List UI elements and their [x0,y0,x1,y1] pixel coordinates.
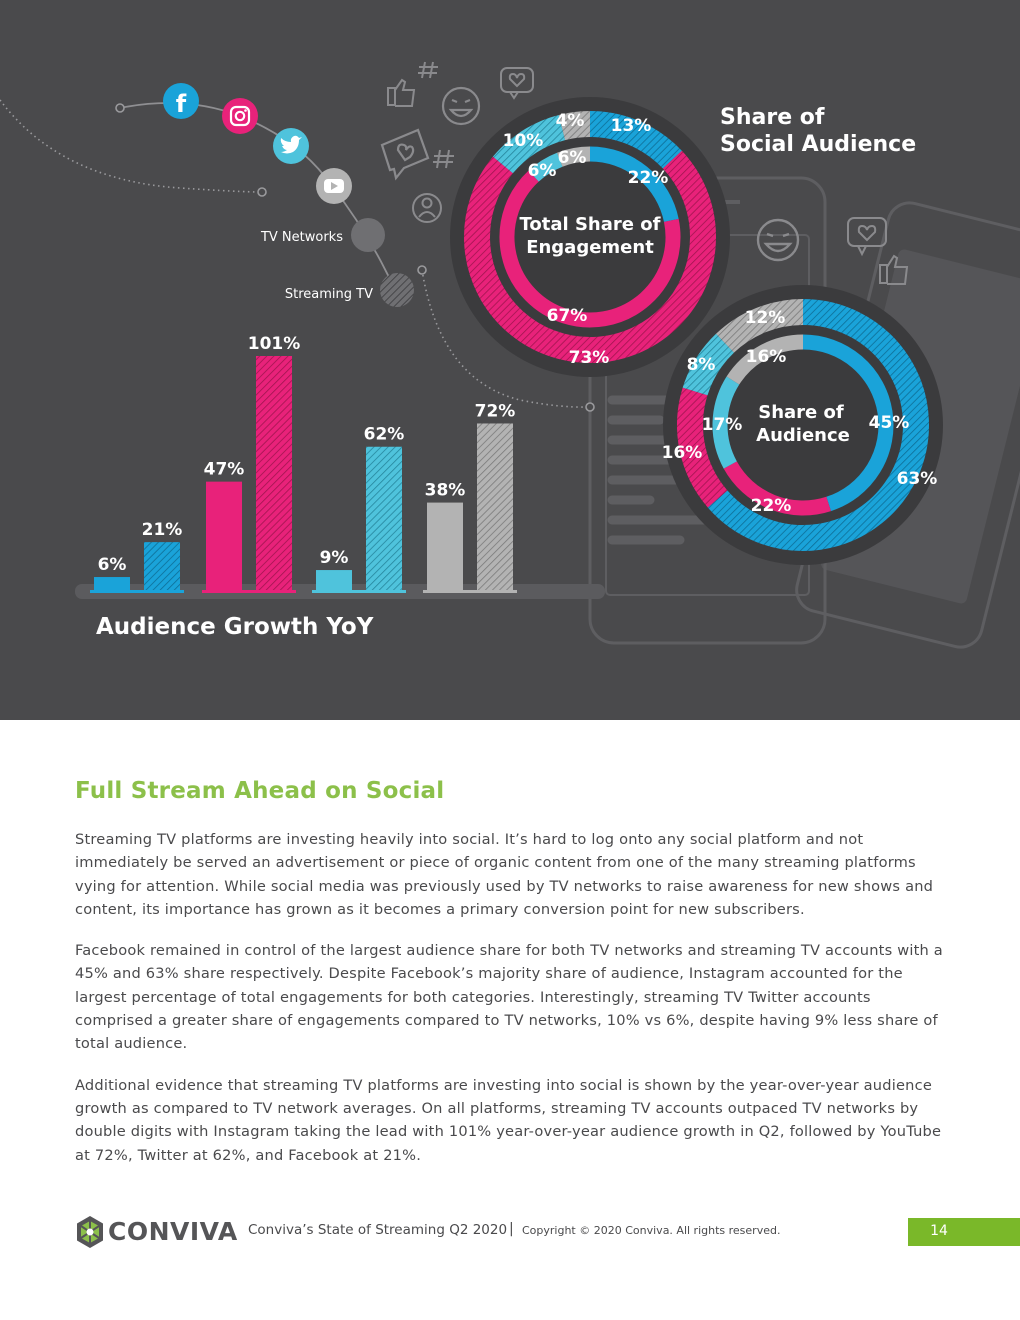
facebook-icon [163,83,199,119]
line-node [418,266,426,274]
bar-group-underline-facebook [90,590,184,593]
bar-label-facebook-tv-networks: 6% [97,555,127,576]
audience-inner-instagram: 22% [750,496,792,516]
audience-inner-twitter: 17% [701,415,743,435]
engagement-inner-facebook: 22% [627,168,669,188]
tv-networks-swatch [351,218,385,252]
footer-copyright: Copyright © 2020 Conviva. All rights reserved. [522,1224,781,1237]
bar-label-facebook-streaming-tv: 21% [141,520,183,541]
bar-group-underline-youtube [423,590,517,593]
article-heading: Full Stream Ahead on Social [75,778,445,804]
bar-facebook-streaming-tv [144,542,180,591]
bar-instagram-tv-networks [206,482,242,591]
engagement-outer-instagram: 73% [568,348,610,368]
line-node [116,104,124,112]
bar-instagram-streaming-tv [256,356,292,591]
bar-label-instagram-tv-networks: 47% [203,459,245,480]
legend-tv-networks: TV Networks [260,230,343,245]
bar-twitter-tv-networks [316,570,352,591]
engagement-inner-youtube: 6% [557,148,587,168]
bar-label-youtube-tv-networks: 38% [424,480,466,501]
engagement-outer-facebook: 13% [610,116,652,136]
audience-outer-instagram: 16% [661,443,703,463]
bar-label-youtube-streaming-tv: 72% [474,401,516,422]
logo-wordmark: CONVIVA [108,1217,238,1246]
heart-bubble-icon [501,68,533,98]
audience-inner-facebook: 45% [868,413,910,433]
user-icon [413,194,441,222]
article-paragraph: Facebook remained in control of the largest audience share for both TV networks and streaming TV accounts with a 45% and 63% share respectively. Despite Facebook’s majority share of audience, Instagram accounted for the largest percentage of total engagements for both categories. Interestingly, streaming TV Twitter accounts comprised a greater share of engagements compared to TV networks, 10% vs 6%, despite having 9% less share of total audience. [75,942,943,1053]
share-title-line1: Share of [720,105,825,130]
bar-chart [90,334,517,593]
audience-outer-youtube: 12% [744,308,786,328]
hashtag-icon [418,62,438,78]
bar-chart-title: Audience Growth YoY [96,614,374,640]
youtube-icon [316,168,352,204]
bar-youtube-tv-networks [427,503,463,591]
legend-line [120,103,395,290]
line-node [586,403,594,411]
streaming-tv-swatch [380,273,414,307]
audience-center-line1: Share of [758,402,844,423]
page-number-badge [908,1218,1020,1246]
legend-streaming-tv: Streaming TV [284,287,373,302]
line-node [258,188,266,196]
audience-center-line2: Audience [756,425,850,446]
svg-text:f: f [175,90,187,118]
footer-report-title: Conviva’s State of Streaming Q2 2020 [248,1222,508,1238]
audience-outer-twitter: 8% [686,355,716,375]
engagement-outer-youtube: 4% [555,111,585,131]
bar-label-twitter-streaming-tv: 62% [363,424,405,445]
audience-inner-youtube: 16% [745,347,787,367]
article-paragraph: Additional evidence that streaming TV platforms are investing into social is shown by the year-over-year audience growth as compared to TV network averages. On all platforms, streaming TV accounts outpaced TV networks by double digits with Instagram taking the lead with 101% year-over-year audience growth in Q2, followed by YouTube at 72%, Twitter at 62%, and Facebook at 21%. [75,1076,942,1164]
heart-bubble-icon [382,130,428,178]
bar-twitter-streaming-tv [366,447,402,591]
hashtag-icon [433,150,454,168]
instagram-icon [222,98,258,134]
bar-facebook-tv-networks [94,577,130,591]
conviva-logo [75,1214,238,1250]
engagement-outer-twitter: 10% [502,131,544,151]
engagement-inner-instagram: 67% [546,306,588,326]
page-number: 14 [930,1223,948,1239]
smiley-icon [758,220,798,260]
bar-youtube-streaming-tv [477,423,513,591]
conviva-logo-icon [75,1215,105,1249]
engagement-center-line1: Total Share of [519,214,661,235]
bar-group-underline-instagram [202,590,296,593]
engagement-inner-twitter: 6% [527,161,557,181]
footer [0,1212,1020,1252]
bar-label-instagram-streaming-tv: 101% [247,334,301,354]
engagement-center-line2: Engagement [526,237,654,258]
article-paragraph: Streaming TV platforms are investing heavily into social. It’s hard to log onto any social platform and not immediately be served an advertisement or piece of organic content from one of the many streaming platforms vying for attention. While social media was previously used by TV networks to raise awareness for new shows and content, its importance has grown as it becomes a primary conversion point for new subscribers. [75,831,934,918]
share-title-line2: Social Audience [720,132,917,157]
bar-group-underline-twitter [312,590,406,593]
bar-label-twitter-tv-networks: 9% [319,548,349,569]
audience-outer-facebook: 63% [896,469,938,489]
smiley-icon [443,88,479,124]
thumbs-up-icon [388,80,414,106]
footer-separator: | [509,1221,514,1237]
twitter-icon [273,128,309,164]
article [75,778,945,1185]
